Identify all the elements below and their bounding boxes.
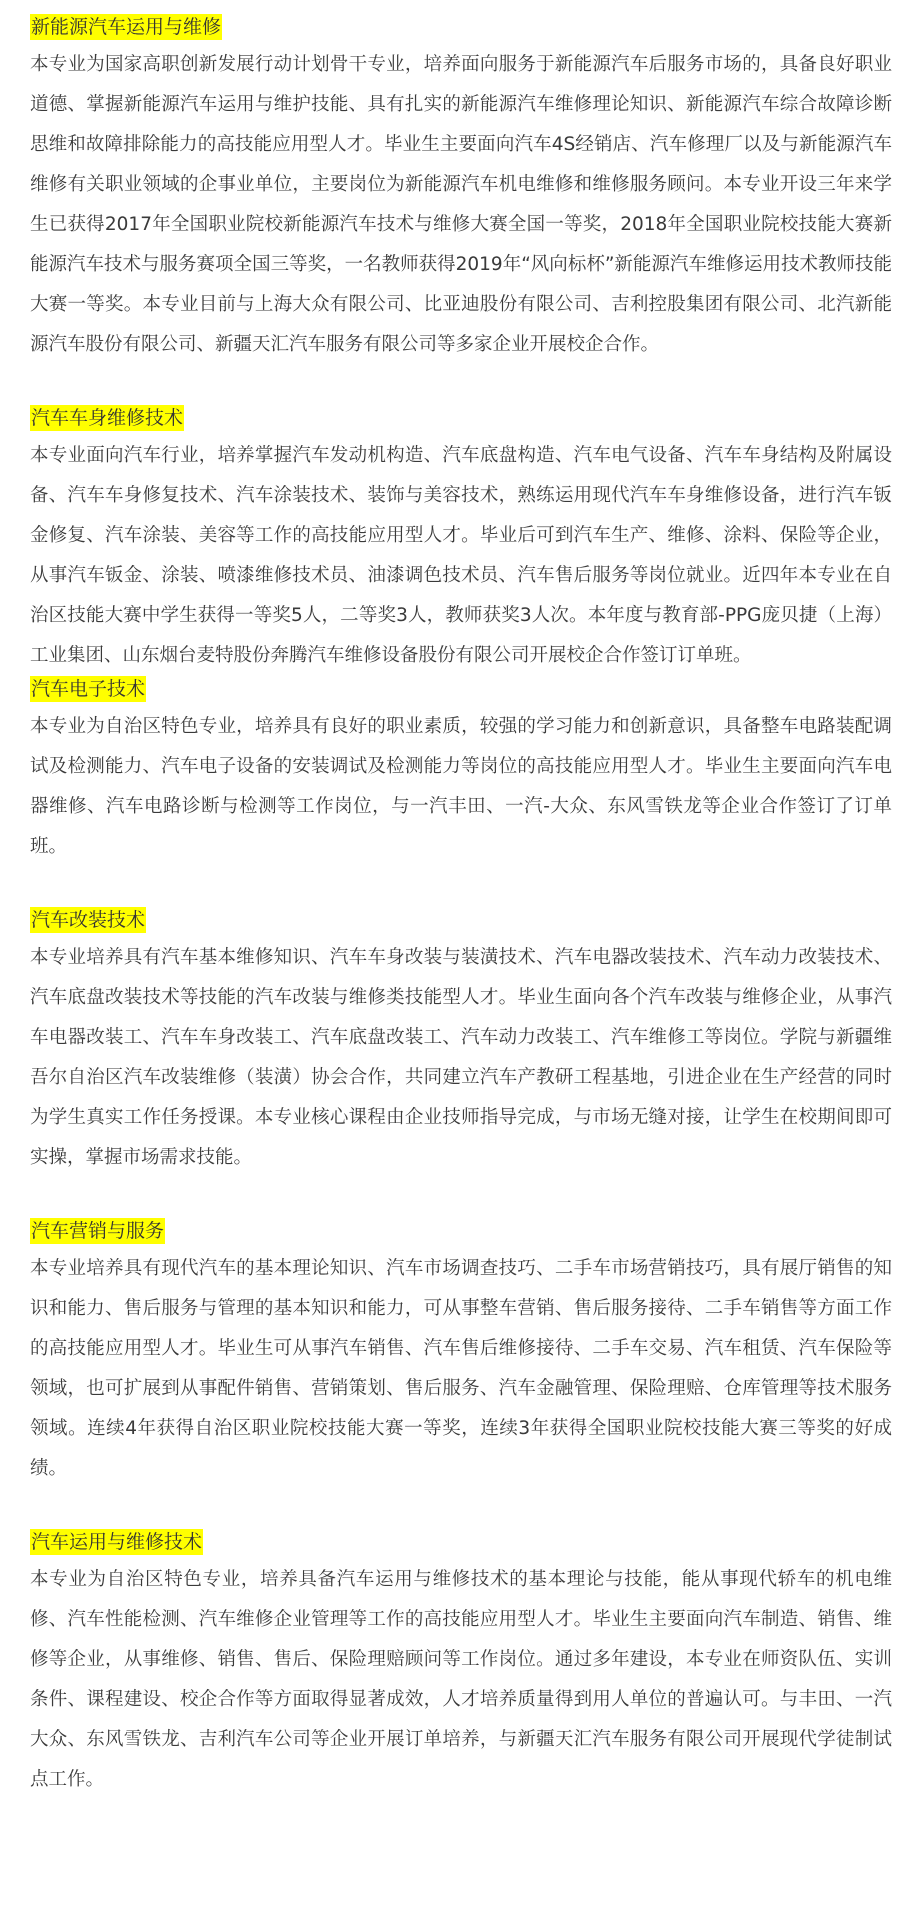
section-auto-electronics [30, 676, 892, 867]
section-modification [30, 907, 892, 1178]
section-title: 汽车电子技术 [31, 678, 146, 700]
section-marketing-service [30, 1218, 892, 1489]
section-paragraph: 本专业为国家高职创新发展行动计划骨干专业，培养面向服务于新能源汽车后服务市场的，具备良好职业道德、掌握新能源汽车运用与维护技能、具有扎实的新能源汽车维修理论知识、新能源汽车综合故障诊断思维和故障排除能力的高技能应用型人才。毕业生主要面向汽车4S经销店、汽车修理厂以及与新能源汽车维修有关职业领域的企事业单位，主要岗位为新能源汽车机电维修和维修服务顾问。本专业开设三年来学生已获得2017年全国职业院校新能源汽车技术与维修大赛全国一等奖，2018年全国职业院校技能大赛新能源汽车技术与服务赛项全国三等奖，一名教师获得2019年“风向标杯”新能源汽车维修运用技术教师技能大赛一等奖。本专业目前与上海大众有限公司、比亚迪股份有限公司、吉利控股集团有限公司、北汽新能源汽车股份有限公司、新疆天汇汽车服务有限公司等多家企业开展校企合作。 [30, 54, 892, 355]
section-paragraph: 本专业面向汽车行业，培养掌握汽车发动机构造、汽车底盘构造、汽车电气设备、汽车车身结构及附属设备、汽车车身修复技术、汽车涂装技术、装饰与美容技术，熟练运用现代汽车车身维修设备，进行汽车钣金修复、汽车涂装、美容等工作的高技能应用型人才。毕业后可到汽车生产、维修、涂料、保险等企业，从事汽车钣金、涂装、喷漆维修技术员、油漆调色技术员、汽车售后服务等岗位就业。近四年本专业在自治区技能大赛中学生获得一等奖5人，二等奖3人，教师获奖3人次。本年度与教育部-PPG庞贝捷（上海）工业集团、山东烟台麦特股份奔腾汽车维修设备股份有限公司开展校企合作签订订单班。 [30, 445, 892, 666]
section-paragraph: 本专业培养具有现代汽车的基本理论知识、汽车市场调查技巧、二手车市场营销技巧，具有展厅销售的知识和能力、售后服务与管理的基本知识和能力，可从事整车营销、售后服务接待、二手车销售等方面工作的高技能应用型人才。毕业生可从事汽车销售、汽车售后维修接待、二手车交易、汽车租赁、汽车保险等领域，也可扩展到从事配件销售、营销策划、售后服务、汽车金融管理、保险理赔、仓库管理等技术服务领域。连续4年获得自治区职业院校技能大赛一等奖，连续3年获得全国职业院校技能大赛三等奖的好成绩。 [30, 1258, 892, 1479]
section-paragraph: 本专业为自治区特色专业，培养具有良好的职业素质，较强的学习能力和创新意识，具备整车电路装配调试及检测能力、汽车电子设备的安装调试及检测能力等岗位的高技能应用型人才。毕业生主要面向汽车电器维修、汽车电路诊断与检测等工作岗位，与一汽丰田、一汽-大众、东风雪铁龙等企业合作签订了订单班。 [30, 716, 892, 857]
section-title: 汽车车身维修技术 [31, 407, 184, 429]
section-paragraph: 本专业为自治区特色专业，培养具备汽车运用与维修技术的基本理论与技能，能从事现代轿车的机电维修、汽车性能检测、汽车维修企业管理等工作的高技能应用型人才。毕业生主要面向汽车制造、销售、维修等企业，从事维修、销售、售后、保险理赔顾问等工作岗位。通过多年建设，本专业在师资队伍、实训条件、课程建设、校企合作等方面取得显著成效，人才培养质量得到用人单位的普遍认可。与丰田、一汽大众、东风雪铁龙、吉利汽车公司等企业开展订单培养，与新疆天汇汽车服务有限公司开展现代学徒制试点工作。 [30, 1569, 892, 1790]
section-title: 汽车运用与维修技术 [31, 1531, 203, 1553]
section-operation-maintenance [30, 1529, 892, 1800]
section-title: 新能源汽车运用与维修 [31, 16, 222, 38]
section-paragraph: 本专业培养具有汽车基本维修知识、汽车车身改装与装潢技术、汽车电器改装技术、汽车动力改装技术、汽车底盘改装技术等技能的汽车改装与维修类技能型人才。毕业生面向各个汽车改装与维修企业，从事汽车电器改装工、汽车车身改装工、汽车底盘改装工、汽车动力改装工、汽车维修工等岗位。学院与新疆维吾尔自治区汽车改装维修（装潢）协会合作，共同建立汽车产教研工程基地，引进企业在生产经营的同时为学生真实工作任务授课。本专业核心课程由企业技师指导完成，与市场无缝对接，让学生在校期间即可实操，掌握市场需求技能。 [30, 947, 892, 1168]
section-body-repair [30, 405, 892, 676]
section-new-energy-vehicle [30, 14, 892, 365]
section-title: 汽车营销与服务 [31, 1220, 165, 1242]
section-title: 汽车改装技术 [31, 909, 146, 931]
